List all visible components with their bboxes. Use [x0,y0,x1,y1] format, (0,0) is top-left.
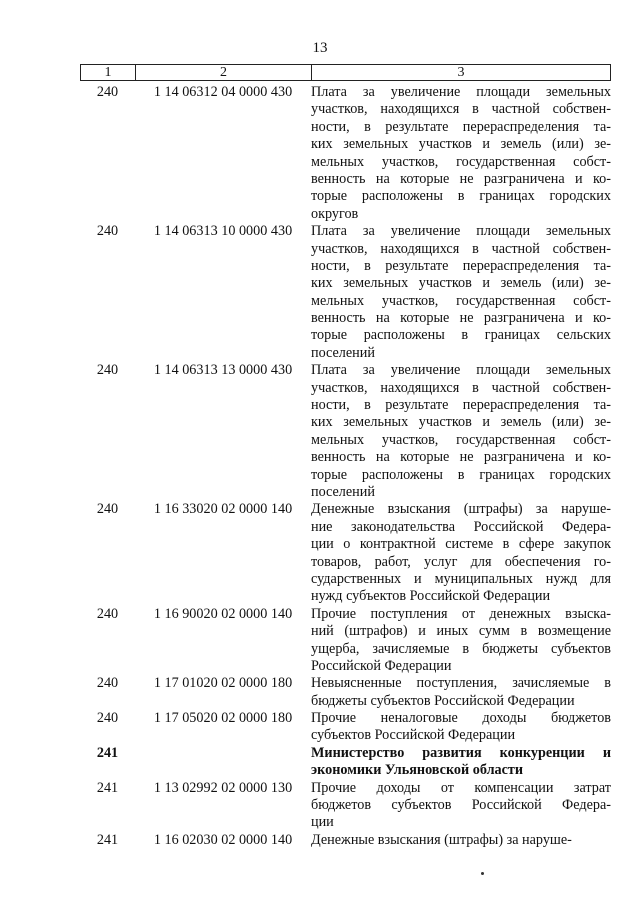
description-line: поселений [311,483,375,500]
description-line: ких земельных участков и земель (или) зе- [311,414,611,431]
description-line: торые расположены в границах городских [311,188,611,205]
description-line: Прочие неналоговые доходы бюджетов [311,710,611,727]
table-row [80,84,611,223]
admin-code-cell: 240 [96,605,119,622]
description-line: сударственных и муниципальных нужд для [311,570,611,587]
column-header-3: 3 [457,65,465,80]
description-line: участков, находящихся в частной собствен- [311,101,611,118]
admin-code-cell: 241 [96,744,119,761]
budget-code-cell: 1 16 90020 02 0000 140 [153,605,293,622]
admin-code-cell: 240 [96,362,119,379]
table-row [80,780,611,832]
budget-code-cell: 1 14 06312 04 0000 430 [153,84,293,100]
description-line: ние законодательства Российской Федера- [311,518,611,535]
description-line: ущерба, зачисляемые в бюджеты субъектов [311,640,611,657]
description-cell [311,780,611,832]
budget-code-cell [135,745,311,780]
description-cell [311,832,611,849]
description-line: мельных участков, государственная собст- [311,431,611,448]
description-line: ции [311,814,334,831]
description-cell [311,675,611,710]
description-cell [311,710,611,745]
description-line: субъектов Российской Федерации [311,727,516,744]
description-line: Министерство развития конкуренции и [311,744,611,761]
budget-code-cell: 1 17 05020 02 0000 180 [153,710,293,727]
description-line: венность на которые не разграничена и ко- [311,310,611,327]
description-cell [311,223,611,362]
description-line: округов [311,205,359,222]
description-line: Российской Федерации [311,657,452,674]
description-line: бюджеты субъектов Российской Федерации [311,692,575,709]
description-cell [311,362,611,501]
description-cell [311,606,611,676]
description-line: Прочие поступления от денежных взыска- [311,605,611,622]
description-cell [311,501,611,605]
column-header-1: 1 [81,65,136,80]
admin-code-cell: 240 [96,84,119,100]
column-header-2: 2 [136,65,312,80]
table-row [80,745,611,780]
budget-code-cell: 1 14 06313 13 0000 430 [153,362,293,379]
description-line: нужд субъектов Российской Федерации [311,588,551,605]
table-body [80,84,611,849]
table-row [80,675,611,710]
description-cell [311,84,611,223]
description-line: экономики Ульяновской области [311,762,524,779]
budget-code-cell: 1 13 02992 02 0000 130 [153,779,293,796]
description-line: ности, в результате перераспределения та- [311,118,611,135]
description-line: товаров, работ, услуг для обеспечения го- [311,553,611,570]
budget-code-cell: 1 14 06313 10 0000 430 [153,223,293,240]
description-line: Прочие доходы от компенсации затрат [311,779,611,796]
description-line: Денежные взыскания (штрафы) за наруше- [311,831,572,848]
description-line: ности, в результате перераспределения та- [311,257,611,274]
description-line: Денежные взыскания (штрафы) за наруше- [311,501,611,518]
admin-code-cell: 240 [96,223,119,240]
budget-code-cell: 1 16 33020 02 0000 140 [153,501,293,518]
description-line: ции о контрактной системе в сфере закупок [311,536,611,553]
description-line: торые расположены в границах городских [311,466,611,483]
table-row [80,223,611,362]
description-line: поселений [311,344,375,361]
table-row [80,606,611,676]
description-line: мельных участков, государственная собст- [311,292,611,309]
description-line: венность на которые не разграничена и ко- [311,170,611,187]
table-row [80,501,611,605]
description-cell [311,745,611,780]
table-header [80,64,611,81]
table-row [80,832,611,849]
description-line: торые расположены в границах сельских [311,327,611,344]
description-line: Плата за увеличение площади земельных [311,84,611,100]
admin-code-cell: 240 [96,710,119,727]
admin-code-cell: 240 [96,675,119,692]
description-line: Плата за увеличение площади земельных [311,362,611,379]
table-row [80,710,611,745]
scan-speck [481,872,484,875]
description-line: участков, находящихся в частной собствен- [311,240,611,257]
budget-code-cell: 1 16 02030 02 0000 140 [153,831,293,848]
admin-code-cell: 240 [96,501,119,518]
description-line: бюджетов субъектов Российской Федера- [311,797,611,814]
budget-code-cell: 1 17 01020 02 0000 180 [153,675,293,692]
description-line: участков, находящихся в частной собствен- [311,379,611,396]
description-line: ких земельных участков и земель (или) зе- [311,275,611,292]
description-line: ний (штрафов) и иных сумм в возмещение [311,623,611,640]
description-line: ности, в результате перераспределения та- [311,397,611,414]
admin-code-cell: 241 [96,831,119,848]
description-line: ких земельных участков и земель (или) зе- [311,136,611,153]
description-line: венность на которые не разграничена и ко- [311,449,611,466]
admin-code-cell: 241 [96,779,119,796]
description-line: Невыясненные поступления, зачисляемые в [311,675,611,692]
description-line: Плата за увеличение площади земельных [311,223,611,240]
description-line: мельных участков, государственная собст- [311,153,611,170]
page-number: 13 [312,40,328,56]
table-row [80,362,611,501]
